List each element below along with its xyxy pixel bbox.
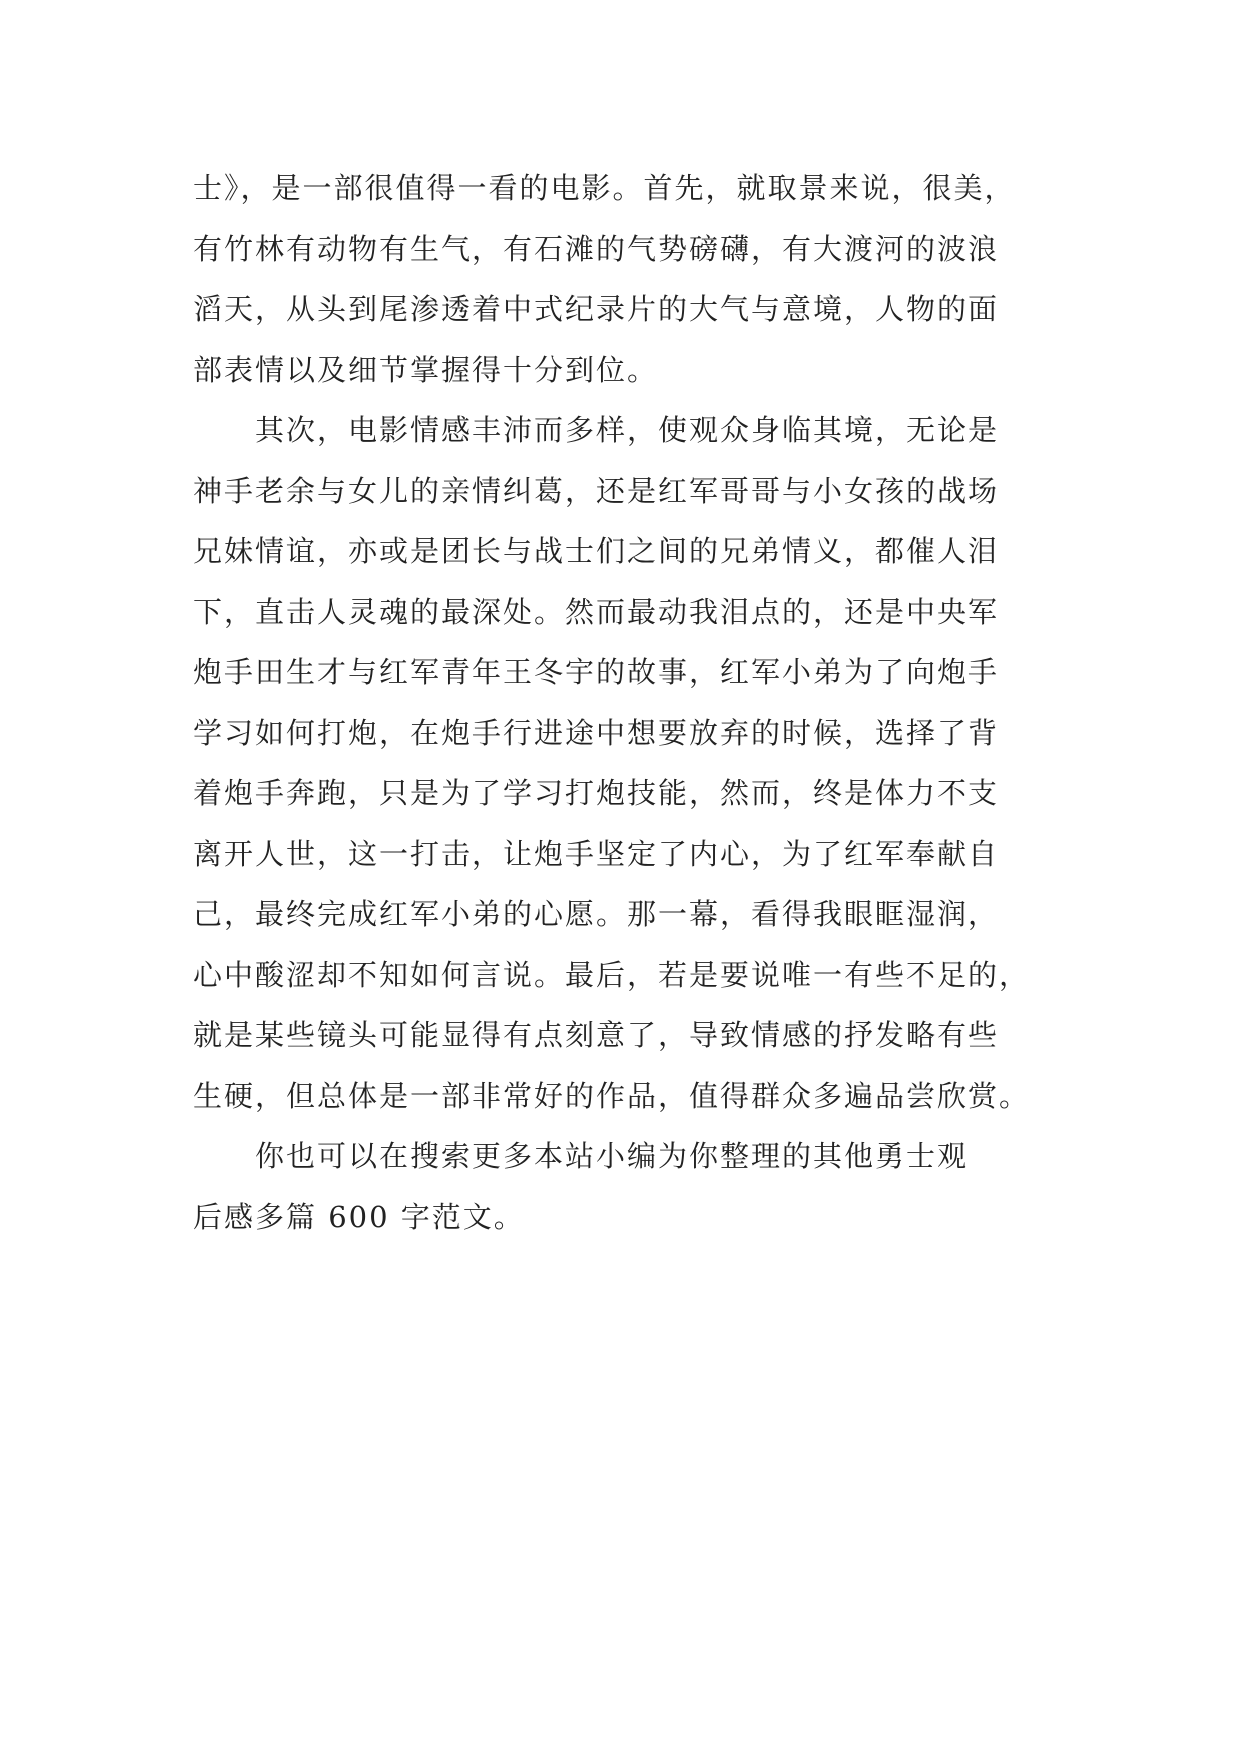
text-line: 部表情以及细节掌握得十分到位。: [193, 352, 659, 387]
text-line: 后感多篇 600 字范文。: [193, 1199, 525, 1234]
text-line: 滔天，从头到尾渗透着中式纪录片的大气与意境，人物的面: [193, 292, 1000, 326]
text-line: 有竹林有动物有生气，有石滩的气势磅礴，有大渡河的波浪: [193, 231, 1000, 266]
paragraph-2: [193, 400, 1053, 1126]
text-line: 己，最终完成红军小弟的心愿。那一幕，看得我眼眶湿润，: [193, 897, 1000, 931]
text-line: 下，直击人灵魂的最深处。然而最动我泪点的，还是中央军: [193, 594, 1000, 629]
text-line: 你也可以在搜索更多本站小编为你整理的其他勇士观: [255, 1139, 969, 1173]
text-line: 炮手田生才与红军青年王冬宇的故事，红军小弟为了向炮手: [193, 655, 1000, 689]
text-line: 心中酸涩却不知如何言说。最后，若是要说唯一有些不足的，: [193, 957, 1031, 992]
text-line: 着炮手奔跑，只是为了学习打炮技能，然而，终是体力不支: [193, 776, 1000, 810]
text-line: 兄妹情谊，亦或是团长与战士们之间的兄弟情义，都催人泪: [193, 534, 1000, 568]
text-line: 就是某些镜头可能显得有点刻意了，导致情感的抒发略有些: [193, 1018, 1000, 1052]
text-line: 神手老余与女儿的亲情纠葛，还是红军哥哥与小女孩的战场: [193, 473, 1000, 508]
text-line: 士》，是一部很值得一看的电影。首先，就取景来说，很美，: [193, 171, 1016, 205]
paragraph-3: [193, 1126, 1053, 1247]
document-body: [193, 158, 1053, 1247]
text-line: 学习如何打炮，在炮手行进途中想要放弃的时候，选择了背: [193, 715, 1000, 750]
text-line: 离开人世，这一打击，让炮手坚定了内心，为了红军奉献自: [193, 836, 1000, 871]
text-line: 其次，电影情感丰沛而多样，使观众身临其境，无论是: [255, 413, 1000, 447]
text-line: 生硬，但总体是一部非常好的作品，值得群众多遍品尝欣赏。: [193, 1078, 1031, 1113]
paragraph-1: [193, 158, 1053, 400]
